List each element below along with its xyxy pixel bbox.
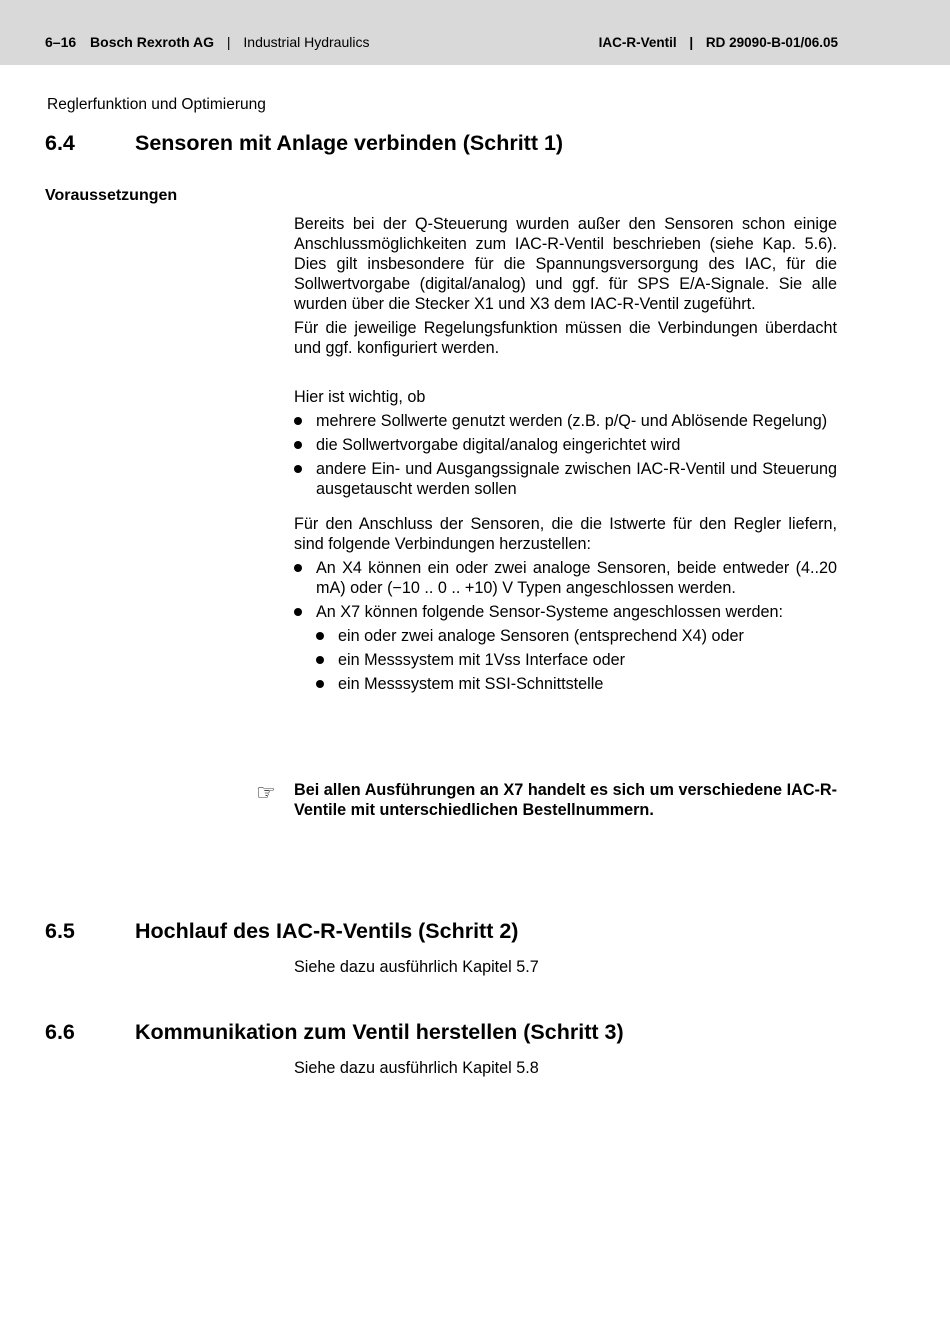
heading-6-6 (45, 1020, 624, 1045)
heading-title: Sensoren mit Anlage verbinden (Schritt 1) (135, 131, 564, 155)
header-left (45, 34, 369, 50)
heading-number: 6.5 (45, 919, 75, 943)
paragraph-2: Für die jeweilige Regelungsfunktion müssen die Verbindungen überdacht und ggf. konfiguriert werden. (294, 319, 837, 357)
list-item: mehrere Sollwerte genutzt werden (z.B. p/Q- und Ablösende Regelung) (294, 411, 837, 431)
paragraph-1: Bereits bei der Q-Steuerung wurden außer den Sensoren schon einige Anschlussmöglichkeiten zum IAC-R-Ventil beschrieben (siehe Kap. 5.6). Dies gilt insbesondere für die Spannungsversorgung des IAC, für die Sollwertvorgabe (digital/analog) und ggf. für SPS E/A-Signale. Sie alle wurden über die Stecker X1 und X3 dem IAC-R-Ventil zugeführt. (294, 215, 837, 313)
heading-number: 6.6 (45, 1020, 75, 1044)
list-item: An X4 können ein oder zwei analoge Sensoren, beide entweder (4..20 mA) oder (−10 .. 0 .. +10) V Typen angeschlossen werden. (294, 558, 837, 598)
chapter-label: Reglerfunktion und Optimierung (47, 96, 266, 113)
sub-list-item: ein oder zwei analoge Sensoren (entsprechend X4) oder (316, 626, 837, 646)
intro-paragraph: Hier ist wichtig, ob (294, 388, 426, 406)
section-6-5-text: Siehe dazu ausführlich Kapitel 5.7 (294, 958, 539, 976)
heading-number: 6.4 (45, 131, 75, 155)
list-item: andere Ein- und Ausgangssignale zwischen IAC-R-Ventil und Steuerung ausgetauscht werden sollen (294, 459, 837, 499)
heading-title: Kommunikation zum Ventil herstellen (Schritt 3) (135, 1020, 624, 1044)
company-name: Bosch Rexroth AG (90, 34, 214, 50)
note-text: Bei allen Ausführungen an X7 handelt es sich um verschiedene IAC-R-Ventile mit unterschiedlichen Bestellnummern. (294, 781, 837, 819)
heading-title: Hochlauf des IAC-R-Ventils (Schritt 2) (135, 919, 519, 943)
sub-bullet-list (316, 626, 837, 694)
list-item: die Sollwertvorgabe digital/analog eingerichtet wird (294, 435, 837, 455)
bullet-list-1 (294, 411, 837, 499)
subheading-prerequisites: Voraussetzungen (45, 187, 178, 204)
page-number: 6–16 (45, 34, 77, 50)
header-separator-right: | (689, 35, 694, 50)
list-item-text: An X7 können folgende Sensor-Systeme angeschlossen werden: (316, 603, 784, 621)
division-name: Industrial Hydraulics (243, 34, 370, 50)
sub-list-item: ein Messsystem mit SSI-Schnittstelle (316, 674, 837, 694)
document-reference: RD 29090-B-01/06.05 (705, 35, 838, 50)
heading-6-4 (45, 131, 563, 156)
bullet-list-2 (294, 558, 837, 694)
paragraph-3: Für den Anschluss der Sensoren, die die Istwerte für den Regler liefern, sind folgende Verbindungen herzustellen: (294, 515, 837, 553)
page-header (0, 0, 950, 65)
header-right (599, 35, 838, 50)
product-name: IAC-R-Ventil (598, 35, 677, 50)
pointing-hand-icon: ☞ (256, 780, 276, 805)
sub-list-item: ein Messsystem mit 1Vss Interface oder (316, 650, 837, 670)
list-item (294, 602, 837, 694)
section-6-6-text: Siehe dazu ausführlich Kapitel 5.8 (294, 1059, 539, 1077)
section-6-4-body (294, 214, 837, 698)
header-separator: | (226, 34, 231, 50)
heading-6-5 (45, 919, 518, 944)
